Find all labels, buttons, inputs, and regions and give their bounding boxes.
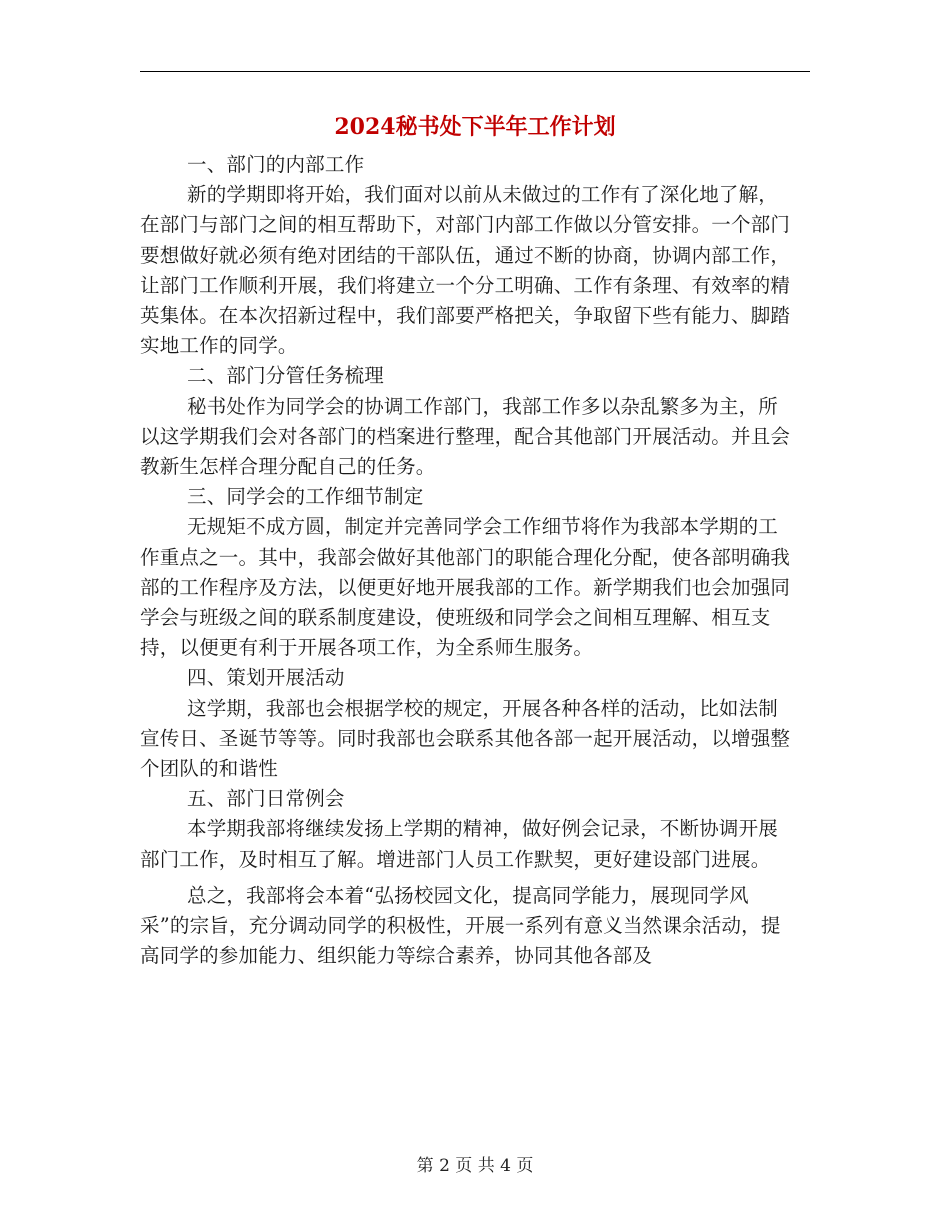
section-heading-4: 四、策划开展活动 bbox=[187, 666, 345, 690]
section-paragraph-1: 新的学期即将开始，我们面对以前从未做过的工作有了深化地了解，在部门与部门之间的相互帮助下，对部门内部工作做以分管安排。一个部门要想做好就必须有绝对团结的干部队伍，通过不断的协商，协调内部工作，让部门工作顺利开展，我们将建立一个分工明确、工作有条理、有效率的精英集体。在本次招新过程中，我们部要严格把关，争取留下些有能力、脚踏实地工作的同学。 bbox=[140, 183, 791, 358]
section-heading-2: 二、部门分管任务梳理 bbox=[187, 364, 385, 388]
document-body bbox=[140, 150, 796, 971]
header-rule bbox=[140, 71, 810, 72]
section-paragraph-3: 无规矩不成方圆，制定并完善同学会工作细节将作为我部本学期的工作重点之一。其中，我部会做好其他部门的职能合理化分配，使各部明确我部的工作程序及方法，以便更好地开展我部的工作。新学期我们也会加强同学会与班级之间的联系制度建设，使班级和同学会之间相互理解、相互支持，以便更有利于开展各项工作，为全系师生服务。 bbox=[140, 515, 791, 660]
section-paragraph-5: 本学期我部将继续发扬上学期的精神，做好例会记录，不断协调开展部门工作，及时相互了解。增进部门人员工作默契，更好建设部门进展。 bbox=[140, 817, 779, 871]
page-footer: 第 2 页 共 4 页 bbox=[416, 1156, 534, 1176]
section-heading-3: 三、同学会的工作细节制定 bbox=[187, 485, 424, 509]
section-paragraph-4: 这学期，我部也会根据学校的规定，开展各种各样的活动，比如法制宣传日、圣诞节等等。同时我部也会联系其他各部一起开展活动，以增强整个团队的和谐性 bbox=[140, 696, 791, 781]
document-title: 2024秘书处下半年工作计划 bbox=[334, 114, 616, 140]
section-heading-5: 五、部门日常例会 bbox=[187, 787, 345, 811]
conclusion-paragraph: 总之，我部将会本着“弘扬校园文化，提高同学能力，展现同学风采”的宗旨，充分调动同学的积极性，开展一系列有意义当然课余活动，提高同学的参加能力、组织能力等综合素养，协同其他各部及 bbox=[140, 883, 781, 968]
section-paragraph-2: 秘书处作为同学会的协调工作部门，我部工作多以杂乱繁多为主，所以这学期我们会对各部门的档案进行整理，配合其他部门开展活动。并且会教新生怎样合理分配自己的任务。 bbox=[140, 394, 791, 479]
section-heading-1: 一、部门的内部工作 bbox=[187, 153, 365, 176]
